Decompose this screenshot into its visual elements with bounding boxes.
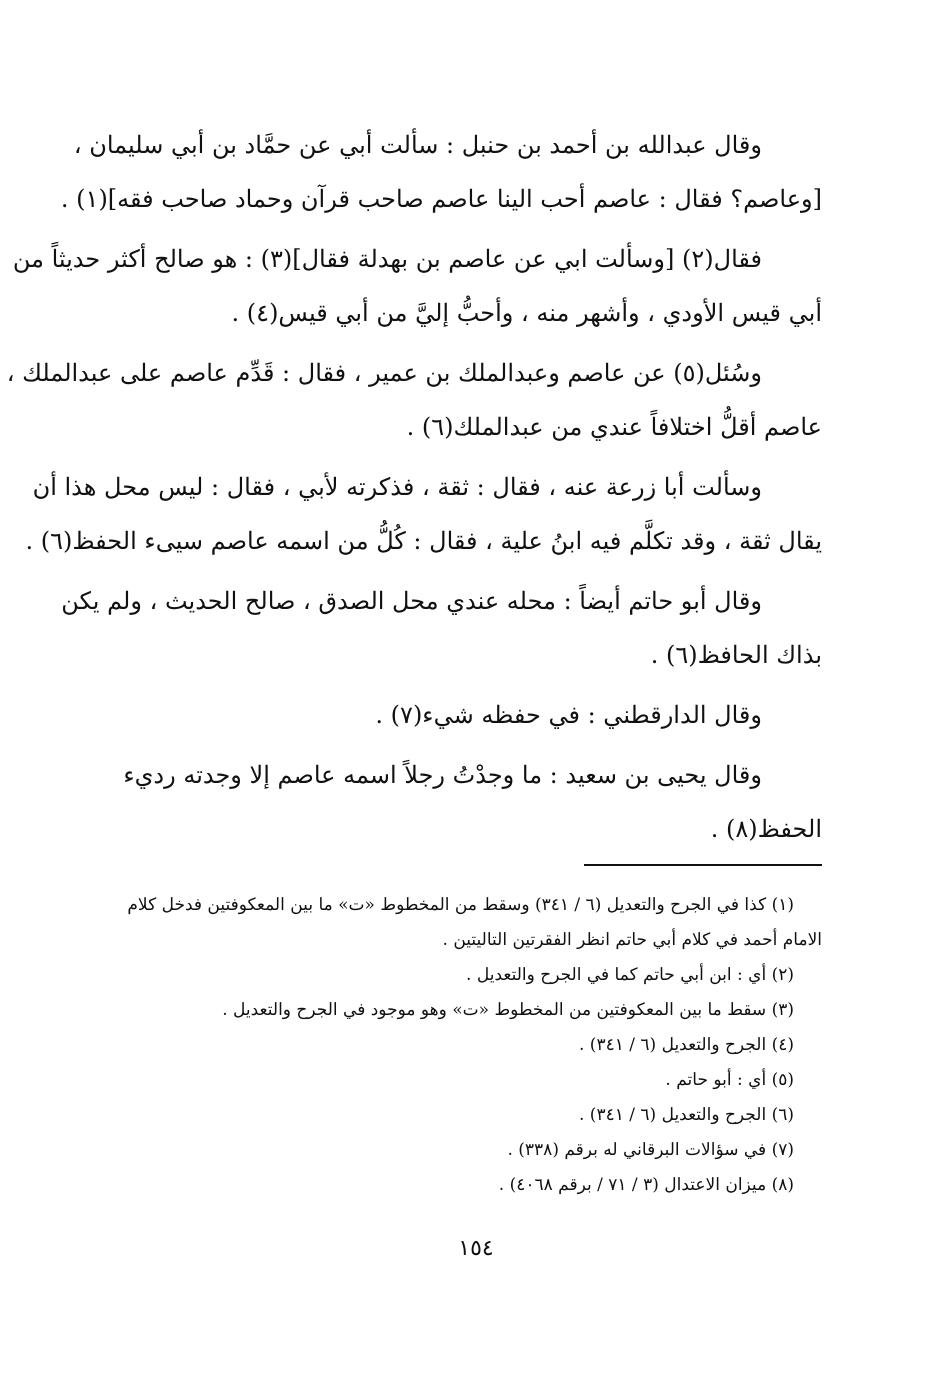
text-line: أبي قيس الأودي ، وأشهر منه ، وأحبُّ إليَّ من أبي قيس(٤) .	[231, 299, 822, 327]
footnotes	[110, 888, 822, 1203]
footnote-line: (٤) الجرح والتعديل (٦ / ٣٤١) .	[578, 1035, 794, 1055]
text-line: فقال(٢) [وسألت ابي عن عاصم بن بهدلة فقال](٣) : هو صالح أكثر حديثاً من	[12, 245, 762, 273]
main-text	[6, 118, 822, 862]
footnote-separator	[584, 864, 822, 866]
page-number: ١٥٤	[458, 1236, 494, 1261]
footnote-line: (٥) أي : أبو حاتم .	[665, 1070, 794, 1090]
paragraph	[61, 574, 822, 682]
footnote-line: (١) كذا في الجرح والتعديل (٦ / ٣٤١) وسقط من المخطوط «ت» ما بين المعكوفتين فدخل كلام	[127, 895, 794, 915]
footnote-line: (٢) أي : ابن أبي حاتم كما في الجرح والتعديل .	[466, 965, 794, 985]
footnote-line: (٦) الجرح والتعديل (٦ / ٣٤١) .	[578, 1105, 794, 1125]
paragraph	[110, 688, 822, 742]
text-line: وقال يحيى بن سعيد : ما وجدْتُ رجلاً اسمه عاصم إلا وجدته رديء	[123, 761, 762, 789]
text-line: وقال عبدالله بن أحمد بن حنبل : سألت أبي عن حمَّاد بن أبي سليمان ،	[73, 131, 762, 159]
paragraph	[25, 460, 822, 568]
footnote-line: (٣) سقط ما بين المعكوفتين من المخطوط «ت» وهو موجود في الجرح والتعديل .	[222, 1000, 794, 1020]
paragraph	[110, 748, 822, 856]
text-line: [وعاصم؟ فقال : عاصم أحب الينا عاصم صاحب قرآن وحماد صاحب فقه](١) .	[60, 185, 822, 213]
text-line: بذاك الحافظ(٦) .	[650, 641, 822, 669]
text-line: يقال ثقة ، وقد تكلَّم فيه ابنُ علية ، فقال : كُلُّ من اسمه عاصم سيىء الحفظ(٦) .	[25, 527, 822, 555]
footnote-line: (٨) ميزان الاعتدال (٣ / ٧١ / برقم ٤٠٦٨) .	[498, 1175, 794, 1195]
text-line: وسُئل(٥) عن عاصم وعبدالملك بن عمير ، فقال : قَدِّم عاصم على عبدالملك ،	[6, 359, 762, 387]
text-line: الحفظ(٨) .	[710, 815, 822, 843]
paragraph	[12, 232, 822, 340]
footnote-line: الامام أحمد في كلام أبي حاتم انظر الفقرتين التاليتين .	[442, 930, 822, 950]
text-line: وقال أبو حاتم أيضاً : محله عندي محل الصدق ، صالح الحديث ، ولم يكن	[61, 587, 762, 615]
paragraph	[6, 346, 822, 454]
footnote-line: (٧) في سؤالات البرقاني له برقم (٣٣٨) .	[507, 1140, 794, 1160]
text-line: عاصم أقلُّ اختلافاً عندي من عبدالملك(٦) .	[406, 413, 822, 441]
paragraph	[60, 118, 822, 226]
text-line: وقال الدارقطني : في حفظه شيء(٧) .	[375, 701, 762, 729]
text-line: وسألت أبا زرعة عنه ، فقال : ثقة ، فذكرته لأبي ، فقال : ليس محل هذا أن	[32, 473, 762, 501]
